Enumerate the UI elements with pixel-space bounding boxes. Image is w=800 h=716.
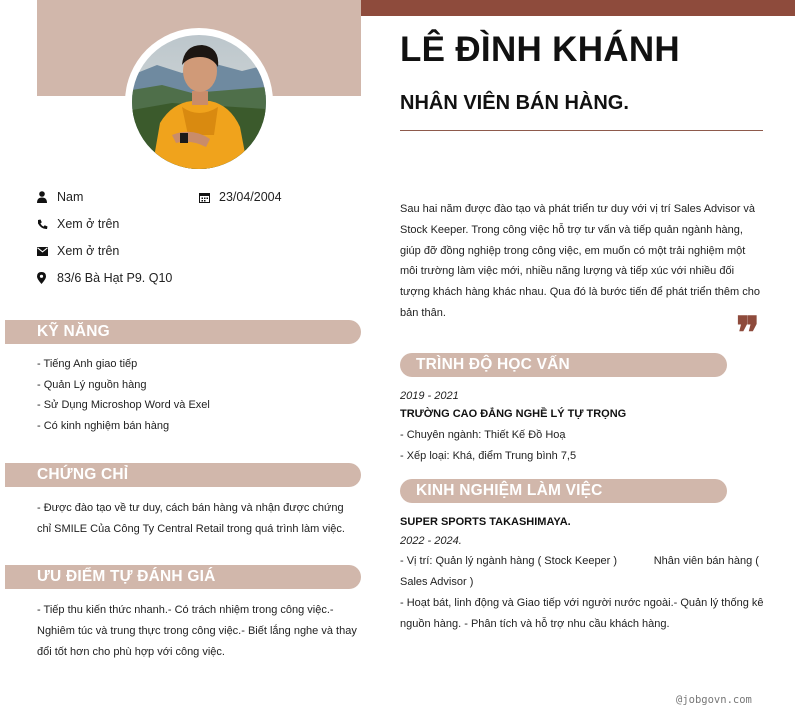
- contact-phone: [37, 217, 119, 231]
- candidate-name: LÊ ĐÌNH KHÁNH: [400, 30, 681, 69]
- skills-section-header: [5, 320, 361, 344]
- list-item: - Tiếng Anh giao tiếp: [37, 358, 138, 370]
- list-item: - Quản Lý nguồn hàng: [37, 378, 147, 391]
- skills-list: [37, 358, 210, 441]
- experience-section-header: [400, 479, 727, 503]
- location-pin-icon: [37, 272, 57, 284]
- text-line: môi trường làm việc mới, nhiều năng lượng và tiếp xúc với nhiều đối: [400, 265, 735, 278]
- text-line: nguồn hàng. - Phân tích và hỗ trợ nhu cầu khách hàng.: [400, 618, 670, 630]
- job-title: NHÂN VIÊN BÁN HÀNG.: [400, 92, 629, 114]
- text-line: - Tiếp thu kiến thức nhanh.- Có trách nhiệm trong công việc.-: [37, 604, 334, 616]
- phone-value: Xem ở trên: [57, 217, 120, 231]
- text-line: - Vị trí: Quản lý ngành hàng ( Stock Keeper ) Nhân viên bán hàng (: [400, 555, 759, 567]
- education-school: TRƯỜNG CAO ĐẲNG NGHỀ LÝ TỰ TRỌNG: [400, 408, 627, 420]
- education-details: [400, 425, 576, 467]
- strengths-text: [37, 600, 357, 663]
- text-line: bản thân.: [400, 306, 446, 319]
- contact-address: [37, 271, 172, 285]
- birthday-value: 23/04/2004: [219, 190, 282, 204]
- contact-email: [37, 244, 119, 258]
- text-line: giúp đỡ đồng nghiệp trong công việc, em muốn có một trải nghiệm một: [400, 244, 746, 257]
- text-line: Sales Advisor ): [400, 576, 474, 588]
- skills-heading: KỸ NĂNG: [37, 323, 110, 340]
- email-value: Xem ở trên: [57, 244, 120, 258]
- calendar-icon: [199, 192, 219, 203]
- contact-birthday: [199, 190, 282, 204]
- experience-details: [400, 551, 765, 635]
- certificates-heading: CHỨNG CHỈ: [37, 466, 129, 483]
- career-summary: [400, 199, 765, 324]
- strengths-heading: ƯU ĐIỂM TỰ ĐÁNH GIÁ: [37, 568, 216, 585]
- text-line: - Chuyên ngành: Thiết Kế Đồ Hoạ: [400, 429, 566, 441]
- text-line: đổi tốt hơn cho phù hợp với công việc.: [37, 646, 225, 658]
- top-accent-bar: [361, 0, 795, 16]
- education-heading: TRÌNH ĐỘ HỌC VẤN: [416, 356, 570, 373]
- certificates-text: [37, 498, 345, 540]
- contact-gender: [37, 190, 83, 204]
- phone-icon: [37, 219, 57, 230]
- list-item: - Sử Dụng Microshop Word và Exel: [37, 399, 210, 412]
- text-line: tượng khách hàng khác nhau. Qua đó là bước tiến để phát triển thêm cho: [400, 286, 760, 299]
- education-period: 2019 - 2021: [400, 390, 459, 402]
- text-line: - Hoạt bát, linh động và Giao tiếp với người nước ngoài.- Quản lý thống kê: [400, 597, 764, 609]
- strengths-section-header: [5, 565, 361, 589]
- experience-period: 2022 - 2024.: [400, 535, 462, 547]
- text-line: chỉ SMILE Của Công Ty Central Retail trong quá trình làm việc.: [37, 523, 345, 535]
- mail-icon: [37, 247, 57, 256]
- list-item: - Có kinh nghiệm bán hàng: [37, 420, 170, 433]
- text-line: Nghiêm túc và trung thực trong công việc.- Biết lắng nghe và thay: [37, 625, 357, 637]
- gender-value: Nam: [57, 190, 84, 204]
- certificates-section-header: [5, 463, 361, 487]
- person-icon: [37, 191, 57, 203]
- watermark: @jobgovn.com: [676, 694, 752, 706]
- text-line: - Được đào tạo về tư duy, cách bán hàng và nhận được chứng: [37, 502, 344, 514]
- quote-mark-icon: ❞: [736, 308, 760, 359]
- text-line: Sau hai năm được đào tạo và phát triển tư duy với vị trí Sales Advisor và: [400, 203, 756, 215]
- education-section-header: [400, 353, 727, 377]
- title-divider: [400, 130, 763, 131]
- address-value: 83/6 Bà Hạt P9. Q10: [57, 271, 173, 285]
- avatar: [132, 35, 266, 169]
- experience-heading: KINH NGHIỆM LÀM VIỆC: [416, 482, 603, 499]
- text-line: Stock Keeper. Trong công việc hỗ trợ tư vấn và tiếp quản ngành hàng,: [400, 223, 743, 236]
- experience-company: SUPER SPORTS TAKASHIMAYA.: [400, 516, 571, 528]
- text-line: - Xếp loại: Khá, điểm Trung bình 7,5: [400, 450, 577, 462]
